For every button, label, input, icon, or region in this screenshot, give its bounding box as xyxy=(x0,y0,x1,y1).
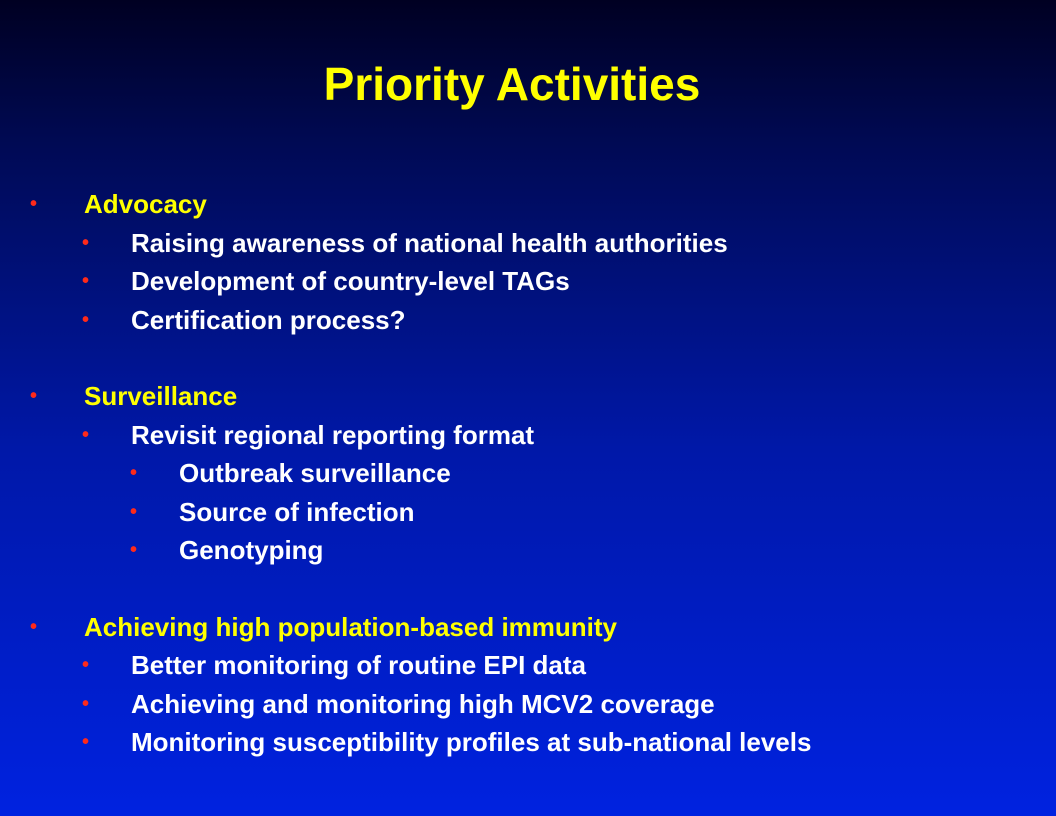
list-item-text: Better monitoring of routine EPI data xyxy=(131,650,587,680)
bullet-icon: • xyxy=(130,462,138,484)
section-advocacy xyxy=(0,185,1056,339)
bullet-icon: • xyxy=(30,193,38,215)
list-item xyxy=(0,646,1056,685)
section-immunity xyxy=(0,608,1056,762)
bullet-icon: • xyxy=(82,731,90,753)
bullet-icon: • xyxy=(130,539,138,561)
section-heading: Achieving high population-based immunity xyxy=(84,611,618,642)
list-item-text: Certification process? xyxy=(131,304,406,335)
list-item xyxy=(0,224,1056,263)
bullet-icon: • xyxy=(30,615,38,638)
sub-list-item xyxy=(0,454,1056,493)
list-item xyxy=(0,685,1056,724)
sub-list-item xyxy=(0,493,1056,532)
sub-list-item xyxy=(0,531,1056,570)
sub-list-item-text: Genotyping xyxy=(179,535,324,565)
section-heading: Advocacy xyxy=(84,189,207,219)
bullet-icon: • xyxy=(30,385,38,407)
section-heading-line xyxy=(0,377,1056,416)
list-item-text: Development of country-level TAGs xyxy=(131,266,570,296)
section-heading: Surveillance xyxy=(84,381,238,411)
list-item xyxy=(0,301,1056,340)
sub-list-item-text: Source of infection xyxy=(179,496,415,527)
sub-list-item-text: Outbreak surveillance xyxy=(179,458,451,488)
list-item-text: Achieving and monitoring high MCV2 coverage xyxy=(131,688,715,719)
list-item-text: Monitoring susceptibility profiles at sub-national levels xyxy=(131,727,812,757)
section-surveillance xyxy=(0,377,1056,570)
list-item-text: Raising awareness of national health authorities xyxy=(131,227,728,258)
bullet-icon: • xyxy=(82,654,90,676)
section-heading-line xyxy=(0,185,1056,224)
bullet-icon: • xyxy=(130,500,138,523)
bullet-icon: • xyxy=(82,231,90,254)
bullet-icon: • xyxy=(82,308,90,331)
list-item-text: Revisit regional reporting format xyxy=(131,419,535,450)
bullet-icon: • xyxy=(82,270,90,292)
bullet-icon: • xyxy=(82,692,90,715)
slide-title: Priority Activities xyxy=(323,58,701,110)
bullet-icon: • xyxy=(82,423,90,446)
slide-content xyxy=(0,185,1056,800)
list-item xyxy=(0,723,1056,762)
list-item xyxy=(0,416,1056,455)
list-item xyxy=(0,262,1056,301)
section-heading-line xyxy=(0,608,1056,647)
